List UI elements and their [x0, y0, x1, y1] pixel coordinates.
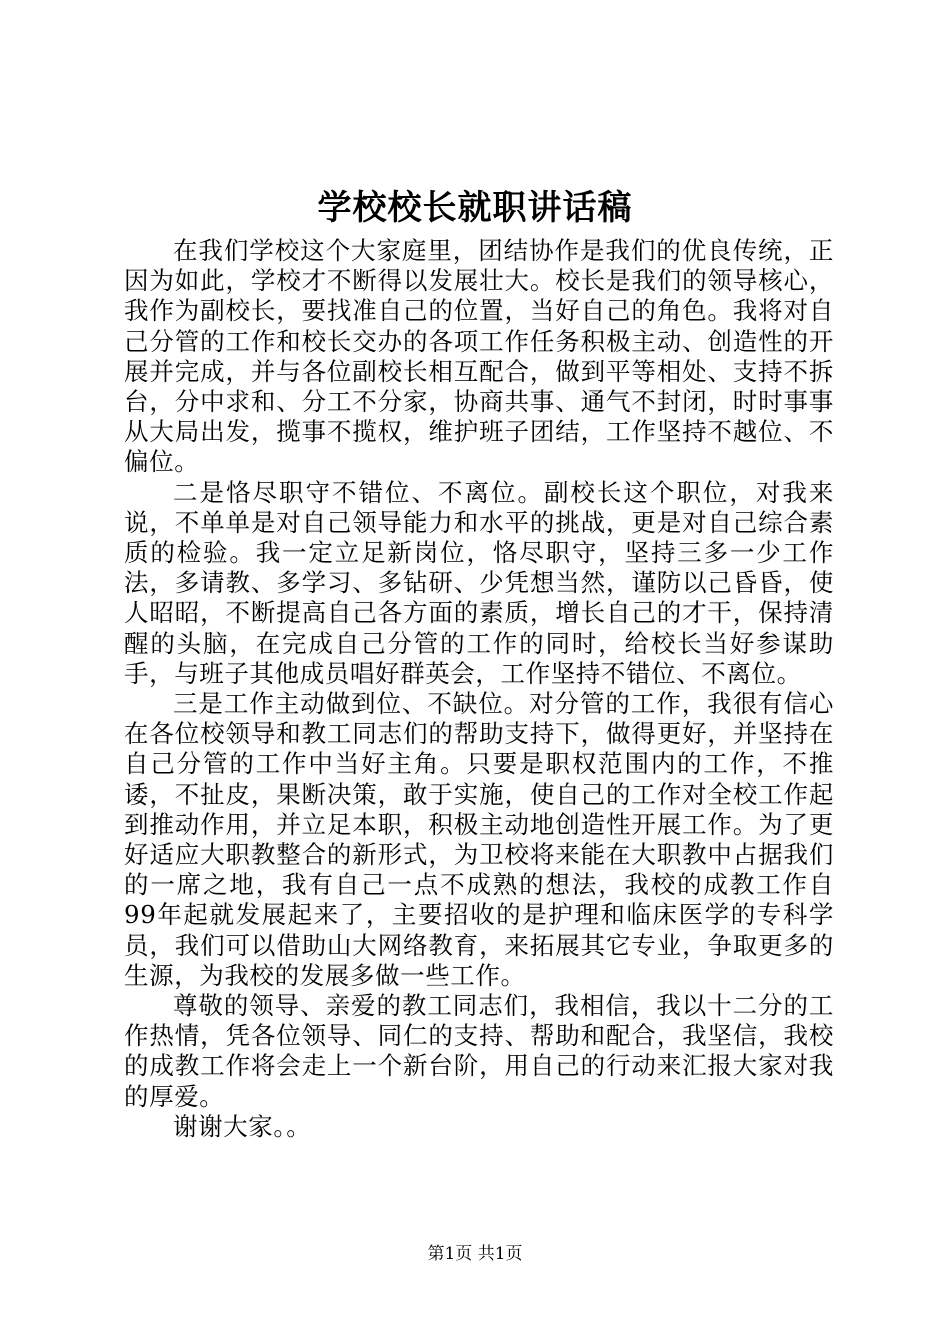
paragraph-3: 三是工作主动做到位、不缺位。对分管的工作，我很有信心在各位校领导和教工同志们的帮助支持下，做得更好，并坚持在自己分管的工作中当好主角。只要是职权范围内的工作，不推诿，不扯皮，果断决策，敢于实施，使自己的工作对全校工作起到推动作用，并立足本职，积极主动地创造性开展工作。为了更好适应大职教整合的新形式，为卫校将来能在大职教中占据我们的一席之地，我有自己一点不成熟的想法，我校的成教工作自99年起就发展起来了，主要招收的是护理和临床医学的专科学员，我们可以借助山大网络教育，来拓展其它专业，争取更多的生源，为我校的发展多做一些工作。 — [124, 689, 834, 990]
page-footer: 第1页 共1页 — [427, 1244, 523, 1264]
paragraph-2: 二是恪尽职守不错位、不离位。副校长这个职位，对我来说，不单单是对自己领导能力和水平的挑战，更是对自己综合素质的检验。我一定立足新岗位，恪尽职守，坚持三多一少工作法，多请教、多学习、多钻研、少凭想当然，谨防以己昏昏，使人昭昭，不断提高自己各方面的素质，增长自己的才干，保持清醒的头脑，在完成自己分管的工作的同时，给校长当好参谋助手，与班子其他成员唱好群英会，工作坚持不错位、不离位。 — [124, 477, 834, 688]
paragraph-5: 谢谢大家。。 — [173, 1111, 312, 1141]
document-title: 学校校长就职讲话稿 — [317, 188, 633, 228]
paragraph-1: 在我们学校这个大家庭里，团结协作是我们的优良传统，正因为如此，学校才不断得以发展壮大。校长是我们的领导核心，我作为副校长，要找准自己的位置，当好自己的角色。我将对自己分管的工作和校长交办的各项工作任务积极主动、创造性的开展并完成，并与各位副校长相互配合，做到平等相处、支持不拆台，分中求和、分工不分家，协商共事、通气不封闭，时时事事从大局出发，揽事不揽权，维护班子团结，工作坚持不越位、不偏位。 — [124, 236, 834, 477]
document-body — [124, 236, 834, 1142]
paragraph-4: 尊敬的领导、亲爱的教工同志们，我相信，我以十二分的工作热情，凭各位领导、同仁的支持、帮助和配合，我坚信，我校的成教工作将会走上一个新台阶，用自己的行动来汇报大家对我的厚爱。 — [124, 991, 834, 1111]
